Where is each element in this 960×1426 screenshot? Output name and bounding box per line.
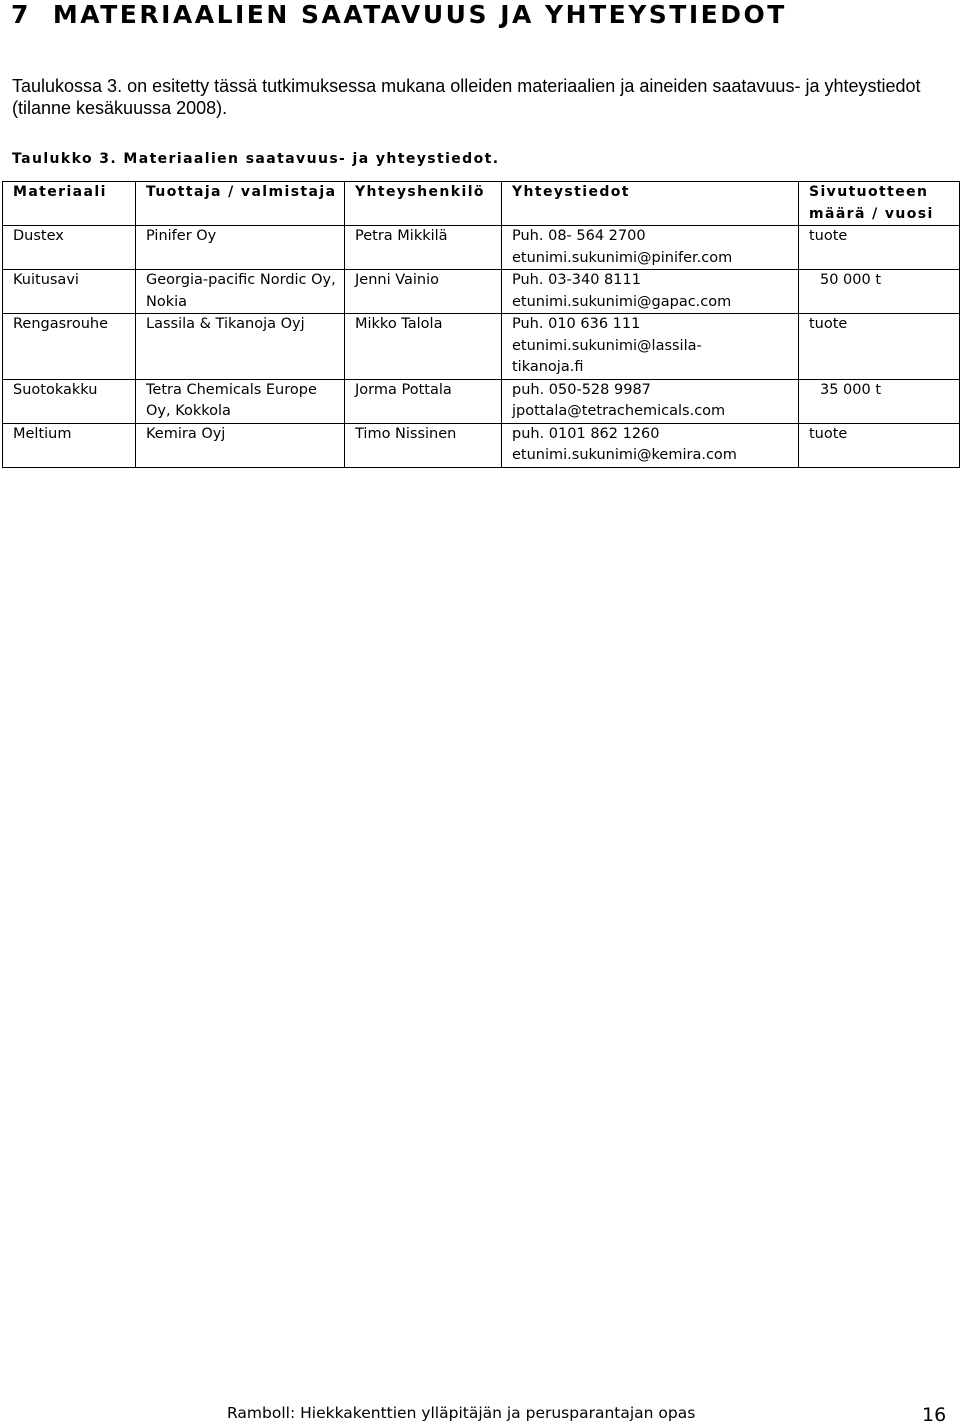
section-title: MATERIAALIEN SAATAVUUS JA YHTEYSTIEDOT [52, 0, 787, 29]
header-producer: Tuottaja / valmistaja [136, 182, 345, 226]
cell-contact-info [502, 270, 799, 314]
cell-amount: tuote [799, 423, 960, 467]
intro-paragraph: Taulukossa 3. on esitetty tässä tutkimuksessa mukana olleiden materiaalien ja aineiden saatavuus- ja yhteystiedot (tilanne kesäkuussa 2008). [12, 76, 921, 118]
cell-producer: Tetra Chemicals Europe Oy, Kokkola [136, 379, 345, 423]
cell-contact-person: Mikko Talola [345, 314, 502, 380]
cell-contact-person: Timo Nissinen [345, 423, 502, 467]
cell-amount: 35 000 t [799, 379, 960, 423]
cell-producer: Georgia-pacific Nordic Oy, Nokia [136, 270, 345, 314]
table-header-row [3, 182, 960, 226]
header-material: Materiaali [3, 182, 136, 226]
cell-contact-person: Jenni Vainio [345, 270, 502, 314]
header-contact-info: Yhteystiedot [502, 182, 799, 226]
cell-producer: Lassila & Tikanoja Oyj [136, 314, 345, 380]
page-number: 16 [922, 1404, 947, 1426]
cell-contact-person: Jorma Pottala [345, 379, 502, 423]
table-row [3, 270, 960, 314]
cell-material: Meltium [3, 423, 136, 467]
cell-material: Dustex [3, 226, 136, 270]
table-row [3, 226, 960, 270]
cell-contact-person: Petra Mikkilä [345, 226, 502, 270]
page-footer: Ramboll: Hiekkakenttien ylläpitäjän ja perusparantajan opas [227, 1404, 696, 1422]
cell-contact-info [502, 226, 799, 270]
cell-amount: 50 000 t [799, 270, 960, 314]
cell-contact-info [502, 314, 799, 380]
cell-email: etunimi.sukunimi@gapac.com [512, 293, 732, 310]
table-row [3, 379, 960, 423]
header-amount: Sivutuotteen määrä / vuosi [799, 182, 960, 226]
cell-phone: puh. 0101 862 1260 [512, 425, 660, 442]
cell-producer: Kemira Oyj [136, 423, 345, 467]
cell-phone: Puh. 08- 564 2700 [512, 228, 646, 244]
cell-email: jpottala@tetrachemicals.com [512, 403, 726, 419]
cell-email: etunimi.sukunimi@pinifer.com [512, 249, 733, 266]
cell-email: etunimi.sukunimi@kemira.com [512, 447, 737, 463]
cell-amount: tuote [799, 226, 960, 270]
section-number: 7 [11, 0, 31, 29]
table-row [3, 314, 960, 380]
cell-contact-info [502, 379, 799, 423]
cell-phone: Puh. 010 636 111 [512, 316, 641, 332]
cell-material: Suotokakku [3, 379, 136, 423]
table-caption: Taulukko 3. Materiaalien saatavuus- ja yhteystiedot. [12, 151, 500, 167]
cell-producer: Pinifer Oy [136, 226, 345, 270]
cell-phone: Puh. 03-340 8111 [512, 272, 641, 288]
cell-material: Kuitusavi [3, 270, 136, 314]
cell-material: Rengasrouhe [3, 314, 136, 380]
section-heading [11, 0, 787, 30]
cell-amount: tuote [799, 314, 960, 380]
cell-phone: puh. 050-528 9987 [512, 381, 651, 398]
header-contact-person: Yhteyshenkilö [345, 182, 502, 226]
table-row [3, 423, 960, 467]
cell-email: etunimi.sukunimi@lassila-tikanoja.fi [512, 337, 702, 375]
cell-contact-info [502, 423, 799, 467]
materials-table [2, 181, 960, 468]
